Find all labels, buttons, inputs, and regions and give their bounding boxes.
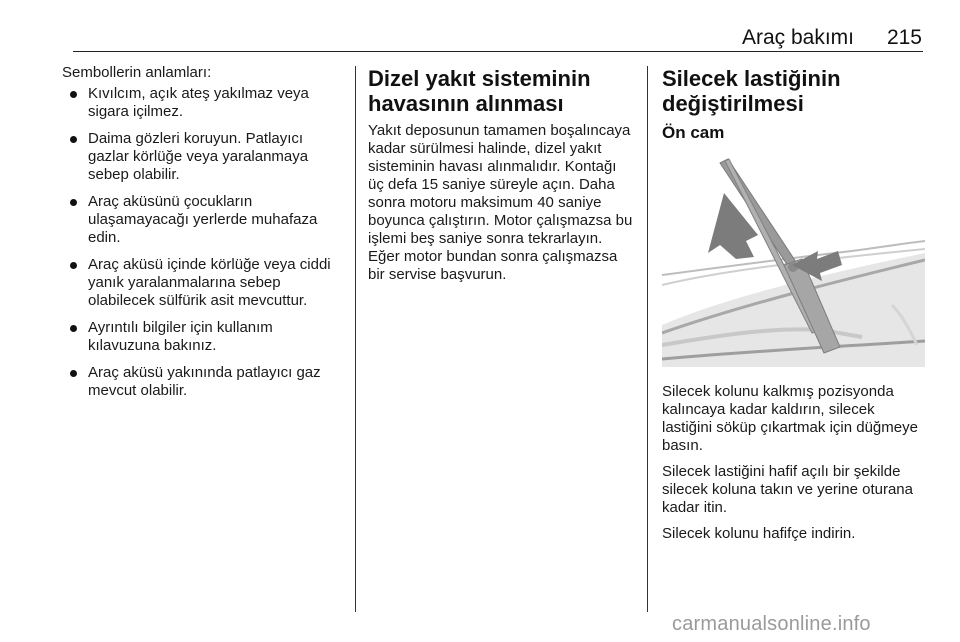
symbol-list [62,85,344,400]
wiper-step-1: Silecek kolunu kalkmış pozisyonda kalıncaya kadar kaldırın, silecek lastiğini söküp çıkartmak için düğmeye basın. [662,383,918,454]
list-item: Kıvılcım, açık ateş yakılmaz veya sigara içilmez. [62,85,344,121]
wiper-step-3: Silecek kolunu hafifçe indirin. [662,525,856,542]
list-item: Daima gözleri koruyun. Patlayıcı gazlar körlüğe veya yaralanmaya sebep olabilir. [62,130,344,184]
wiper-illustration [662,155,925,367]
header-rule [73,51,923,52]
column-1 [62,60,344,409]
wiper-illustration-svg [662,155,925,367]
wiper-step-2: Silecek lastiğini hafif açılı bir şekilde silecek koluna takın ve yerine oturana kadar itin. [662,463,913,516]
list-item: Araç aküsü yakınında patlayıcı gaz mevcut olabilir. [62,364,344,400]
subheading-windscreen: Ön cam [662,123,725,142]
watermark: carmanualsonline.info [672,613,871,635]
column-divider-1 [355,66,356,612]
section-heading-diesel: Dizel yakıt sisteminin havasının alınması [368,66,591,116]
column-divider-2 [647,66,648,612]
list-item: Araç aküsünü çocukların ulaşamayacağı yerlerde muhafaza edin. [62,193,344,247]
running-header-title: Araç bakımı [741,26,854,49]
list-item: Ayrıntılı bilgiler için kullanım kılavuzuna bakınız. [62,319,344,355]
symbols-intro: Sembollerin anlamları: [62,64,212,81]
column-2 [368,60,636,292]
list-item: Araç aküsü içinde körlüğe veya ciddi yanık yaralanmalarına sebep olabilecek sülfürik asit mevcuttur. [62,256,344,310]
section-heading-wiper: Silecek lastiğinin değiştirilmesi [662,66,841,116]
column-3 [662,60,928,551]
page-number: 215 [886,26,922,49]
diesel-paragraph: Yakıt deposunun tamamen boşalıncaya kadar sürülmesi halinde, dizel yakıt sisteminin havası alınmalıdır. Kontağı üç defa 15 saniye süreyle açın. Daha sonra motoru maksimum 40 saniye boyunca çalıştırın. Motor çalışmazsa bu işlemi beş saniye sonra tekrarlayın. Eğer motor bundan sonra çalışmazsa bir servise başvurun. [368,122,633,283]
